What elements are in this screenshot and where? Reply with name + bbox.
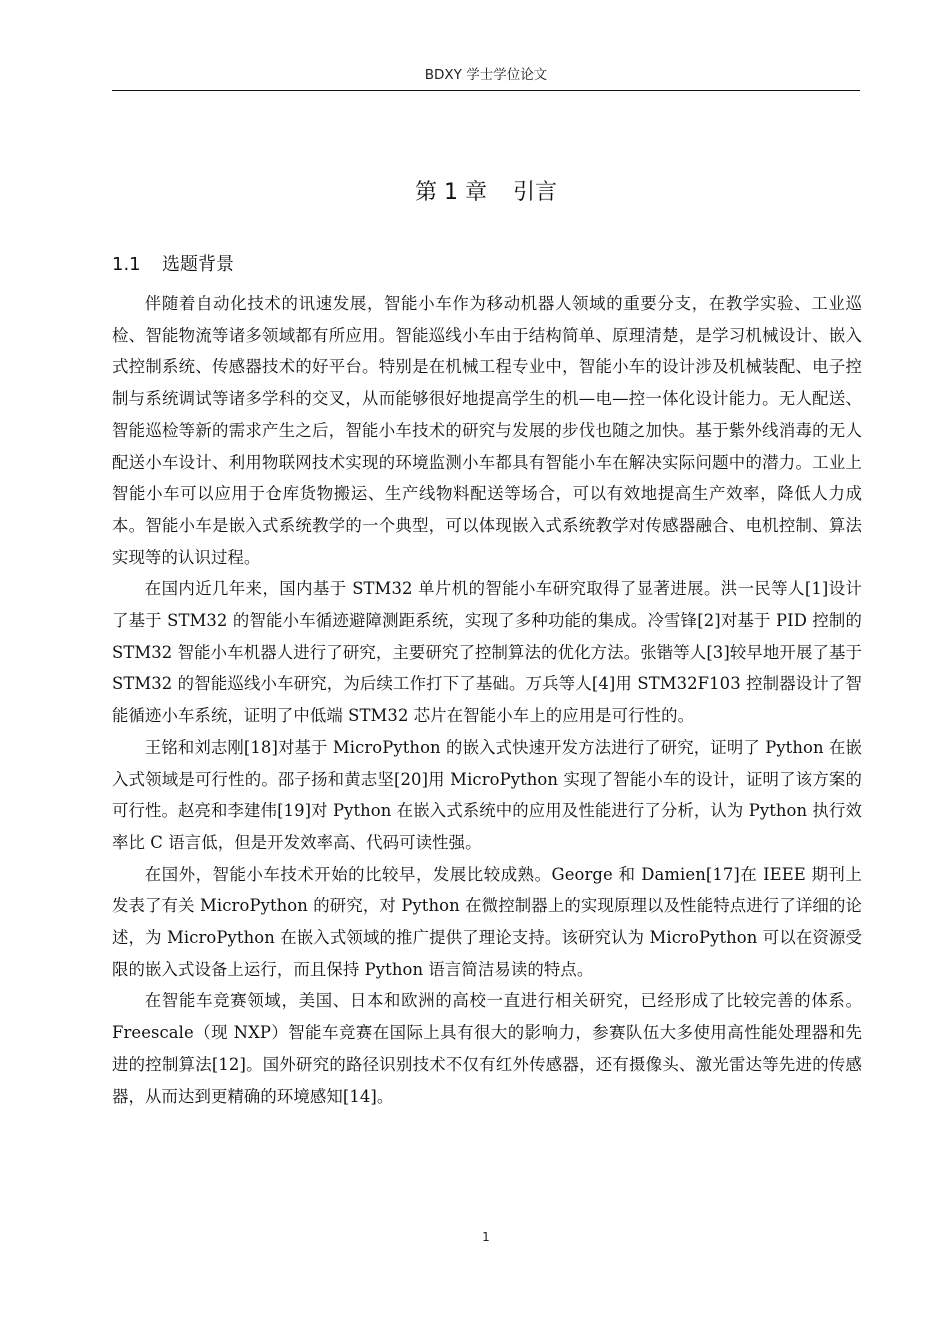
paragraph: 在智能车竞赛领域，美国、日本和欧洲的高校一直进行相关研究，已经形成了比较完善的体系。Freescale（现 NXP）智能车竞赛在国际上具有很大的影响力，参赛队伍大多使用高性能处理器和先进的控制算法[12]。国外研究的路径识别技术不仅有红外传感器，还有摄像头、激光雷达等先进的传感器，从而达到更精确的环境感知[14]。: [112, 991, 862, 1106]
chapter-number: 第 1 章: [415, 180, 487, 205]
chapter-title: [112, 176, 860, 210]
paragraph: 王铭和刘志刚[18]对基于 MicroPython 的嵌入式快速开发方法进行了研究，证明了 Python 在嵌入式领域是可行性的。邵子扬和黄志坚[20]用 MicroPython 实现了智能小车的设计，证明了该方案的可行性。赵亮和李建伟[19]对 Python 在嵌入式系统中的应用及性能进行了分析，认为 Python 执行效率比 C 语言低，但是开发效率高、代码可读性强。: [112, 737, 862, 852]
page-number: 1: [482, 1230, 490, 1244]
running-header: BDXY 学士学位论文: [424, 67, 548, 83]
paragraph: 在国内近几年来，国内基于 STM32 单片机的智能小车研究取得了显著进展。洪一民等人[1]设计了基于 STM32 的智能小车循迹避障测距系统，实现了多种功能的集成。冷雪锋[2]对基于 PID 控制的 STM32 智能小车机器人进行了研究，主要研究了控制算法的优化方法。张锴等人[3]较早地开展了基于 STM32 的智能巡线小车研究，为后续工作打下了基础。万兵等人[4]用 STM32F103 控制器设计了智能循迹小车系统，证明了中低端 STM32 芯片在智能小车上的应用是可行性的。: [112, 579, 862, 726]
body-text: [112, 288, 862, 1112]
section-title: 选题背景: [162, 254, 234, 275]
paragraph: 伴随着自动化技术的讯速发展，智能小车作为移动机器人领域的重要分支，在教学实验、工业巡检、智能物流等诸多领域都有所应用。智能巡线小车由于结构简单、原理清楚，是学习机械设计、嵌入式控制系统、传感器技术的好平台。特别是在机械工程专业中，智能小车的设计涉及机械装配、电子控制与系统调试等诸多学科的交叉，从而能够很好地提高学生的机—电—控一体化设计能力。无人配送、智能巡检等新的需求产生之后，智能小车技术的研究与发展的步伐也随之加快。基于紫外线消毒的无人配送小车设计、利用物联网技术实现的环境监测小车都具有智能小车在解决实际问题中的潜力。工业上智能小车可以应用于仓库货物搬运、生产线物料配送等场合，可以有效地提高生产效率，降低人力成本。智能小车是嵌入式系统教学的一个典型，可以体现嵌入式系统教学对传感器融合、电机控制、算法实现等的认识过程。: [112, 294, 862, 567]
paragraph: 在国外，智能小车技术开始的比较早，发展比较成熟。George 和 Damien[17]在 IEEE 期刊上发表了有关 MicroPython 的研究，对 Python 在微控制器上的实现原理以及性能特点进行了详细的论述，为 MicroPython 在嵌入式领域的推广提供了理论支持。该研究认为 MicroPython 可以在资源受限的嵌入式设备上运行，而且保持 Python 语言简洁易读的特点。: [112, 864, 862, 979]
header-divider: [112, 90, 860, 91]
chapter-name: 引言: [512, 180, 557, 205]
section-number: 1.1: [112, 254, 141, 275]
section-heading: [112, 250, 860, 280]
